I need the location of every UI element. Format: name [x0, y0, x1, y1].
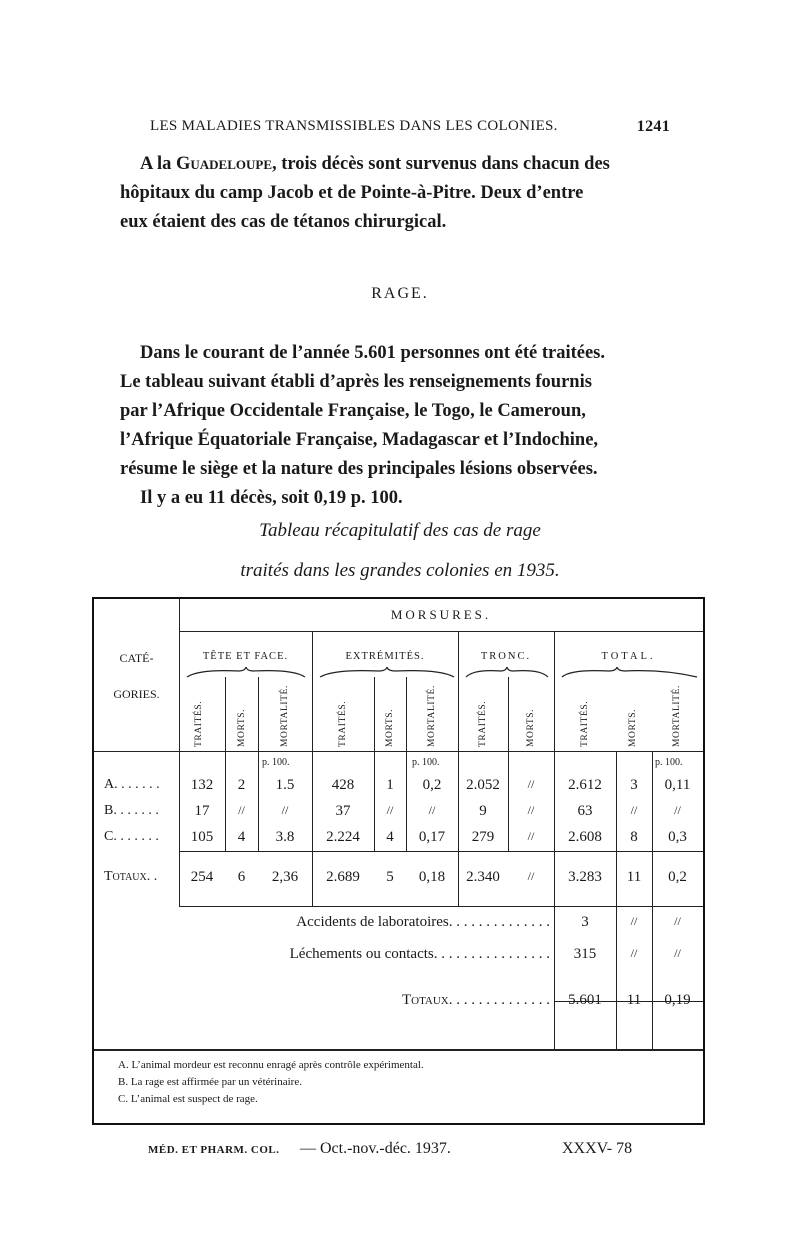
- col-head-traites: TRAITÉS.: [580, 700, 590, 747]
- para1-line2: hôpitaux du camp Jacob et de Pointe-à-Pitre. Deux d’entre: [120, 183, 584, 203]
- table-cell: 3: [630, 777, 638, 793]
- group-head-extremites: EXTRÉMITÉS.: [345, 651, 425, 662]
- table-cell: 5: [386, 869, 394, 885]
- para1-lead: A la: [140, 154, 176, 174]
- table-cell: 105: [190, 829, 214, 845]
- table-cell: 8: [630, 829, 638, 845]
- col-head-morts: MORTS.: [385, 708, 395, 747]
- table-cell: 0,18: [418, 869, 446, 885]
- table-rule: [374, 677, 375, 851]
- table-rule: [94, 751, 703, 752]
- para2-line6: Il y a eu 11 décès, soit 0,19 p. 100.: [140, 488, 403, 508]
- table-cell: 3.283: [568, 869, 602, 885]
- table-cell: //: [428, 803, 436, 817]
- lechements-mortalite: //: [674, 946, 681, 960]
- col-head-traites: TRAITÉS.: [338, 700, 348, 747]
- page-number: 1241: [636, 118, 670, 135]
- grand-total-traites: 5.601: [568, 992, 602, 1008]
- categories-label-1: CATÉ-: [119, 651, 154, 665]
- note-c: C. L’animal est suspect de rage.: [118, 1093, 258, 1105]
- table-cell: 2.608: [568, 829, 602, 845]
- accidents-morts: //: [630, 914, 638, 928]
- unit-p100: p. 100.: [262, 757, 290, 768]
- table-cell: 17: [194, 803, 210, 819]
- table-cell: 0,17: [418, 829, 446, 845]
- table-rule: [508, 677, 509, 851]
- lechements-traites: 315: [573, 946, 597, 962]
- categories-label-2: GORIES.: [113, 687, 160, 701]
- table-rule: [94, 1049, 703, 1051]
- table-cell: //: [630, 803, 638, 817]
- section-heading: RAGE.: [371, 285, 429, 302]
- para2-line3: par l’Afrique Occidentale Française, le Togo, le Cameroun,: [120, 401, 586, 421]
- table-cell: 2.340: [466, 869, 500, 885]
- table-cell: 2.689: [326, 869, 360, 885]
- footer-signature: XXXV- 78: [562, 1140, 633, 1157]
- table-cell: 132: [190, 777, 214, 793]
- col-head-mortalite: MORTALITÉ.: [427, 685, 437, 747]
- para1-line1-rest: , trois décès sont survenus dans chacun des: [272, 154, 610, 174]
- note-b: B. La rage est affirmée par un vétérinaire.: [118, 1076, 302, 1088]
- para2-line5: résume le siège et la nature des principales lésions observées.: [120, 459, 598, 479]
- table-cell: //: [238, 803, 245, 817]
- footer-journal: MÉD. ET PHARM. COL.: [148, 1144, 280, 1156]
- para1-line3: eux étaient des cas de tétanos chirurgical.: [120, 212, 447, 232]
- table-rule: [179, 631, 703, 632]
- col-head-morts: MORTS.: [526, 708, 536, 747]
- table-cell: 254: [190, 869, 214, 885]
- table-cell: 1.5: [275, 777, 295, 793]
- table-cell: 0,2: [422, 777, 442, 793]
- lechements-label: Léchements ou contacts. . . . . . . . . . . . . . . .: [289, 946, 550, 962]
- paragraph-guadeloupe: [120, 150, 675, 237]
- accidents-label: Accidents de laboratoires. . . . . . . . . . . . . .: [296, 914, 550, 930]
- grand-total-label: Totaux. . . . . . . . . . . . . .: [401, 992, 550, 1008]
- col-head-traites: TRAITÉS.: [194, 700, 204, 747]
- grand-total-mortalite: 0,19: [664, 992, 691, 1008]
- group-head-tronc: TRONC.: [480, 651, 532, 662]
- table-rule: [179, 851, 703, 852]
- footer-date: — Oct.-nov.-déc. 1937.: [300, 1140, 451, 1157]
- para2-line2: Le tableau suivant établi d’après les renseignements fournis: [120, 372, 592, 392]
- header-title: LES MALADIES TRANSMISSIBLES DANS LES COLONIES.: [150, 118, 558, 134]
- table-cell: 2.224: [326, 829, 360, 845]
- table-cell: 1: [386, 777, 394, 793]
- accidents-mortalite: //: [674, 914, 681, 928]
- table-caption-line2: traités dans les grandes colonies en 1935.: [240, 560, 560, 581]
- table-rule: [225, 677, 226, 851]
- row-label: C. . . . . . .: [104, 829, 159, 844]
- table-cell: 11: [626, 869, 642, 885]
- table-cell: //: [386, 803, 394, 817]
- col-head-morts: MORTS.: [237, 708, 247, 747]
- table-rule: [179, 599, 180, 906]
- table-cell: 2: [237, 777, 246, 793]
- table-cell: 4: [237, 829, 246, 845]
- morsures-heading: MORSURES.: [390, 607, 492, 622]
- table-rule: [179, 906, 703, 907]
- row-label: A. . . . . . .: [104, 777, 160, 792]
- table-cell: //: [527, 777, 535, 791]
- rage-table: [92, 597, 705, 1125]
- accidents-traites: 3: [581, 914, 589, 930]
- paragraph-rage: [120, 339, 675, 513]
- table-cell: //: [281, 803, 289, 817]
- para2-line1: Dans le courant de l’année 5.601 personnes ont été traitées.: [140, 343, 606, 363]
- table-caption-line1: Tableau récapitulatif des cas de rage: [259, 520, 541, 541]
- table-cell: 9: [479, 803, 487, 819]
- unit-p100: p. 100.: [412, 757, 440, 768]
- grand-total-morts: 11: [626, 992, 642, 1008]
- group-braces: [179, 667, 703, 681]
- table-cell: 63: [577, 803, 593, 819]
- table-cell: 3.8: [275, 829, 295, 845]
- table-cell: 279: [471, 829, 495, 845]
- note-a: A. L’animal mordeur est reconnu enragé après contrôle expérimental.: [118, 1059, 424, 1071]
- unit-p100: p. 100.: [655, 757, 683, 768]
- group-head-total: TOTAL.: [601, 651, 656, 662]
- table-cell: 0,3: [668, 829, 687, 845]
- para2-line4: l’Afrique Équatoriale Française, Madagascar et l’Indochine,: [120, 430, 599, 450]
- totals-row-label: Totaux. .: [104, 869, 158, 884]
- table-cell: 4: [386, 829, 394, 845]
- table-rule: [258, 677, 259, 851]
- place-name: Guadeloupe: [175, 154, 272, 174]
- table-cell: 37: [335, 803, 351, 819]
- table-cell: 428: [331, 777, 355, 793]
- table-cell: 0,11: [664, 777, 691, 793]
- table-cell: 2,36: [271, 869, 299, 885]
- table-cell: 0,2: [668, 869, 687, 885]
- row-label: B. . . . . . .: [104, 803, 159, 818]
- table-cell: //: [527, 869, 535, 883]
- col-head-traites: TRAITÉS.: [478, 700, 488, 747]
- table-cell: 2.052: [466, 777, 500, 793]
- col-head-mortalite: MORTALITÉ.: [672, 685, 682, 747]
- table-cell: 2.612: [568, 777, 602, 793]
- col-head-mortalite: MORTALITÉ.: [280, 685, 290, 747]
- table-cell: 6: [237, 869, 246, 885]
- table-cell: //: [527, 829, 535, 843]
- table-cell: //: [527, 803, 535, 817]
- group-head-tete: TÊTE ET FACE.: [202, 651, 289, 662]
- table-rule: [406, 677, 407, 851]
- lechements-morts: //: [630, 946, 638, 960]
- table-cell: //: [674, 803, 681, 817]
- col-head-morts: MORTS.: [628, 708, 638, 747]
